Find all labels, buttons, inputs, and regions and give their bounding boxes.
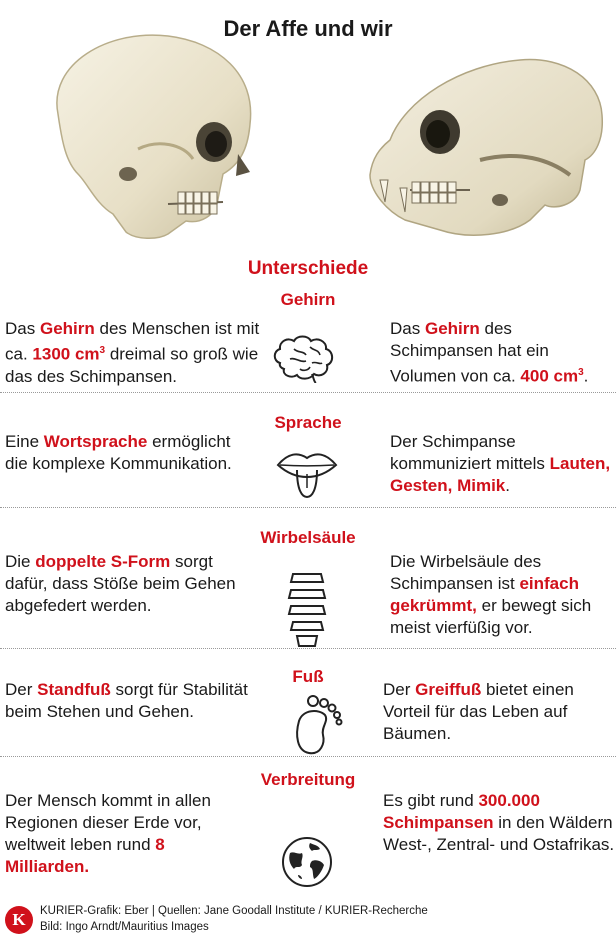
footer-credits: KURIER-Grafik: Eber | Quellen: Jane Goodall Institute / KURIER-Recherche [40, 905, 428, 917]
verbreitung-chimp-text: Es gibt rund 300.000 Schimpansen in den Wäldern West-, Zentral- und Ostafrikas. [383, 791, 615, 854]
sprache-chimp-text: Der Schimpanse kommuniziert mittels Lauten, Gesten, Mimik. [390, 432, 611, 495]
footprint-icon [289, 695, 345, 757]
wirbelsaeule-chimp-text: Die Wirbelsäule des Schimpansen ist einfach gekrümmt, er bewegt sich meist vierfüßig vor. [390, 552, 592, 637]
section-heading-wirbelsaeule: Wirbelsäule [260, 528, 356, 547]
divider [0, 392, 616, 393]
kurier-logo: K [5, 906, 33, 934]
differences-heading: Unterschiede [247, 258, 369, 279]
footer-image-credit: Bild: Ingo Arndt/Mauritius Images [40, 921, 209, 933]
wirbelsaeule-human-text: Die doppelte S-Form sorgt dafür, dass Stöße beim Gehen abgefedert werden. [5, 552, 236, 615]
fuss-chimp-text: Der Greiffuß bietet einen Vorteil für das Leben auf Bäumen. [383, 680, 574, 743]
section-heading-verbreitung: Verbreitung [260, 770, 356, 789]
gehirn-human-text: Das Gehirn des Menschen ist mit ca. 1300 $cm^3$ dreimal so groß wie das des Schimpansen. [5, 319, 260, 386]
sprache-human-text: Eine Wortsprache ermöglicht die komplexe Kommunikation. [5, 432, 232, 473]
globe-icon [280, 835, 334, 889]
chimpanzee-skull-image [350, 40, 612, 255]
section-heading-gehirn: Gehirn [280, 290, 336, 309]
spine-icon [285, 570, 329, 648]
verbreitung-human-text: Der Mensch kommt in allen Regionen dieser Erde vor, weltweit leben rund 8 Milliarden. [5, 791, 211, 876]
divider [0, 507, 616, 508]
section-heading-fuss: Fuß [292, 667, 324, 686]
section-heading-sprache: Sprache [274, 413, 342, 432]
divider [0, 648, 616, 649]
page-title: Der Affe und wir [223, 16, 393, 41]
divider [0, 756, 616, 757]
mouth-tongue-icon [276, 450, 338, 500]
fuss-human-text: Der Standfuß sorgt für Stabilität beim Stehen und Gehen. [5, 680, 248, 721]
human-skull-image [18, 24, 268, 254]
gehirn-chimp-text: Das Gehirn des Schimpansen hat ein Volumen von ca. 400 $cm^3$. [390, 319, 589, 386]
brain-icon [270, 333, 338, 383]
